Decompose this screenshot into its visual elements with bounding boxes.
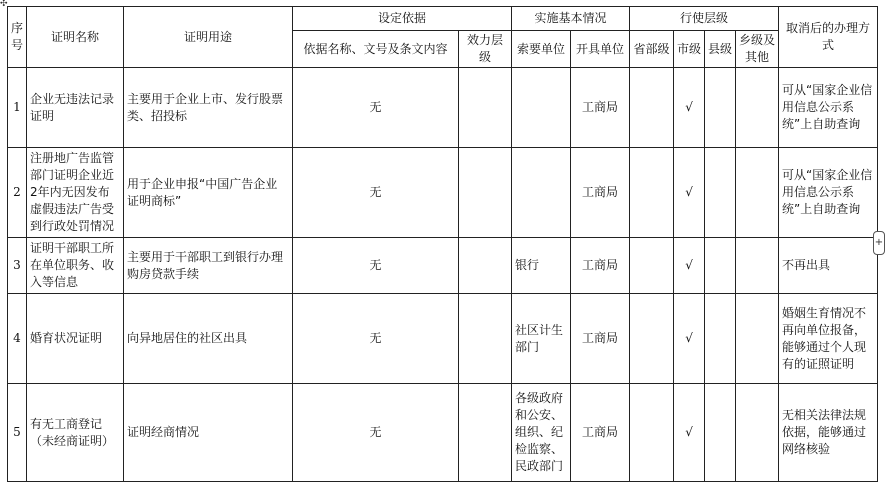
row-after-cancel: 无相关法律法规依据，能够通过网络核验 xyxy=(779,384,878,482)
table-row xyxy=(8,238,878,294)
row-basis-level xyxy=(459,294,512,384)
row-level-town xyxy=(736,294,779,384)
row-after-cancel: 可从“国家企业信用信息公示系统”上自助查询 xyxy=(779,148,878,238)
header-basis-level: 效力层级 xyxy=(459,31,512,68)
header-row-1 xyxy=(8,7,878,31)
row-level-city: √ xyxy=(674,148,705,238)
row-cert-use: 向异地居住的社区出具 xyxy=(124,294,293,384)
row-cert-name: 婚育状况证明 xyxy=(27,294,124,384)
row-level-county xyxy=(705,294,736,384)
row-seq: 3 xyxy=(8,238,27,294)
header-seq: 序号 xyxy=(8,7,27,68)
row-level-province xyxy=(630,68,674,148)
row-issuer: 工商局 xyxy=(571,148,630,238)
row-basis-level xyxy=(459,384,512,482)
row-level-province xyxy=(630,148,674,238)
row-basis-doc: 无 xyxy=(293,294,459,384)
row-requester: 社区计生部门 xyxy=(512,294,571,384)
row-seq: 2 xyxy=(8,148,27,238)
row-basis-doc: 无 xyxy=(293,238,459,294)
header-cert-use: 证明用途 xyxy=(124,7,293,68)
row-basis-level xyxy=(459,68,512,148)
row-basis-doc: 无 xyxy=(293,384,459,482)
row-level-city: √ xyxy=(674,294,705,384)
header-after-cancel: 取消后的办理方式 xyxy=(779,7,878,68)
row-level-town xyxy=(736,68,779,148)
row-level-town xyxy=(736,148,779,238)
table-row xyxy=(8,148,878,238)
row-issuer: 工商局 xyxy=(571,238,630,294)
certificate-table xyxy=(7,6,878,482)
header-level-province: 省部级 xyxy=(630,31,674,68)
row-issuer: 工商局 xyxy=(571,294,630,384)
row-basis-level xyxy=(459,148,512,238)
header-level-city: 市级 xyxy=(674,31,705,68)
row-cert-name: 证明干部职工所在单位职务、收入等信息 xyxy=(27,238,124,294)
row-cert-use: 主要用于企业上市、发行股票类、招投标 xyxy=(124,68,293,148)
header-impl-requester: 索要单位 xyxy=(512,31,571,68)
row-cert-name: 注册地广告监管部门证明企业近2年内无因发布虚假违法广告受到行政处罚情况 xyxy=(27,148,124,238)
row-issuer: 工商局 xyxy=(571,384,630,482)
row-level-county xyxy=(705,238,736,294)
row-basis-level xyxy=(459,238,512,294)
row-cert-name: 企业无违法记录证明 xyxy=(27,68,124,148)
header-impl-issuer: 开具单位 xyxy=(571,31,630,68)
table-row xyxy=(8,294,878,384)
row-level-city: √ xyxy=(674,384,705,482)
table-row xyxy=(8,68,878,148)
header-impl: 实施基本情况 xyxy=(512,7,630,31)
resize-handle-icon[interactable]: + xyxy=(873,231,885,255)
row-after-cancel: 婚姻生育情况不再向单位报备，能够通过个人现有的证照证明 xyxy=(779,294,878,384)
row-level-county xyxy=(705,68,736,148)
row-level-town xyxy=(736,238,779,294)
row-requester: 各级政府和公安、组织、纪检监察、民政部门 xyxy=(512,384,571,482)
row-issuer: 工商局 xyxy=(571,68,630,148)
row-requester xyxy=(512,148,571,238)
row-cert-use: 主要用于干部职工到银行办理购房贷款手续 xyxy=(124,238,293,294)
row-seq: 4 xyxy=(8,294,27,384)
row-level-county xyxy=(705,148,736,238)
row-after-cancel: 可从“国家企业信用信息公示系统”上自助查询 xyxy=(779,68,878,148)
row-level-town xyxy=(736,384,779,482)
row-level-city: √ xyxy=(674,68,705,148)
header-basis-doc: 依据名称、文号及条文内容 xyxy=(293,31,459,68)
row-level-province xyxy=(630,294,674,384)
row-cert-use: 用于企业申报“中国广告企业证明商标” xyxy=(124,148,293,238)
header-level-town: 乡级及其他 xyxy=(736,31,779,68)
row-seq: 5 xyxy=(8,384,27,482)
row-cert-name: 有无工商登记（未经商证明） xyxy=(27,384,124,482)
row-basis-doc: 无 xyxy=(293,68,459,148)
header-basis: 设定依据 xyxy=(293,7,512,31)
row-requester: 银行 xyxy=(512,238,571,294)
row-basis-doc: 无 xyxy=(293,148,459,238)
row-level-county xyxy=(705,384,736,482)
row-requester xyxy=(512,68,571,148)
row-level-city: √ xyxy=(674,238,705,294)
row-level-province xyxy=(630,238,674,294)
table-move-handle-icon[interactable]: ✣ xyxy=(0,0,8,9)
row-after-cancel: 不再出具 xyxy=(779,238,878,294)
row-cert-use: 证明经商情况 xyxy=(124,384,293,482)
table-row xyxy=(8,384,878,482)
row-level-province xyxy=(630,384,674,482)
header-level-county: 县级 xyxy=(705,31,736,68)
row-seq: 1 xyxy=(8,68,27,148)
header-cert-name: 证明名称 xyxy=(27,7,124,68)
header-exercise-level: 行使层级 xyxy=(630,7,779,31)
